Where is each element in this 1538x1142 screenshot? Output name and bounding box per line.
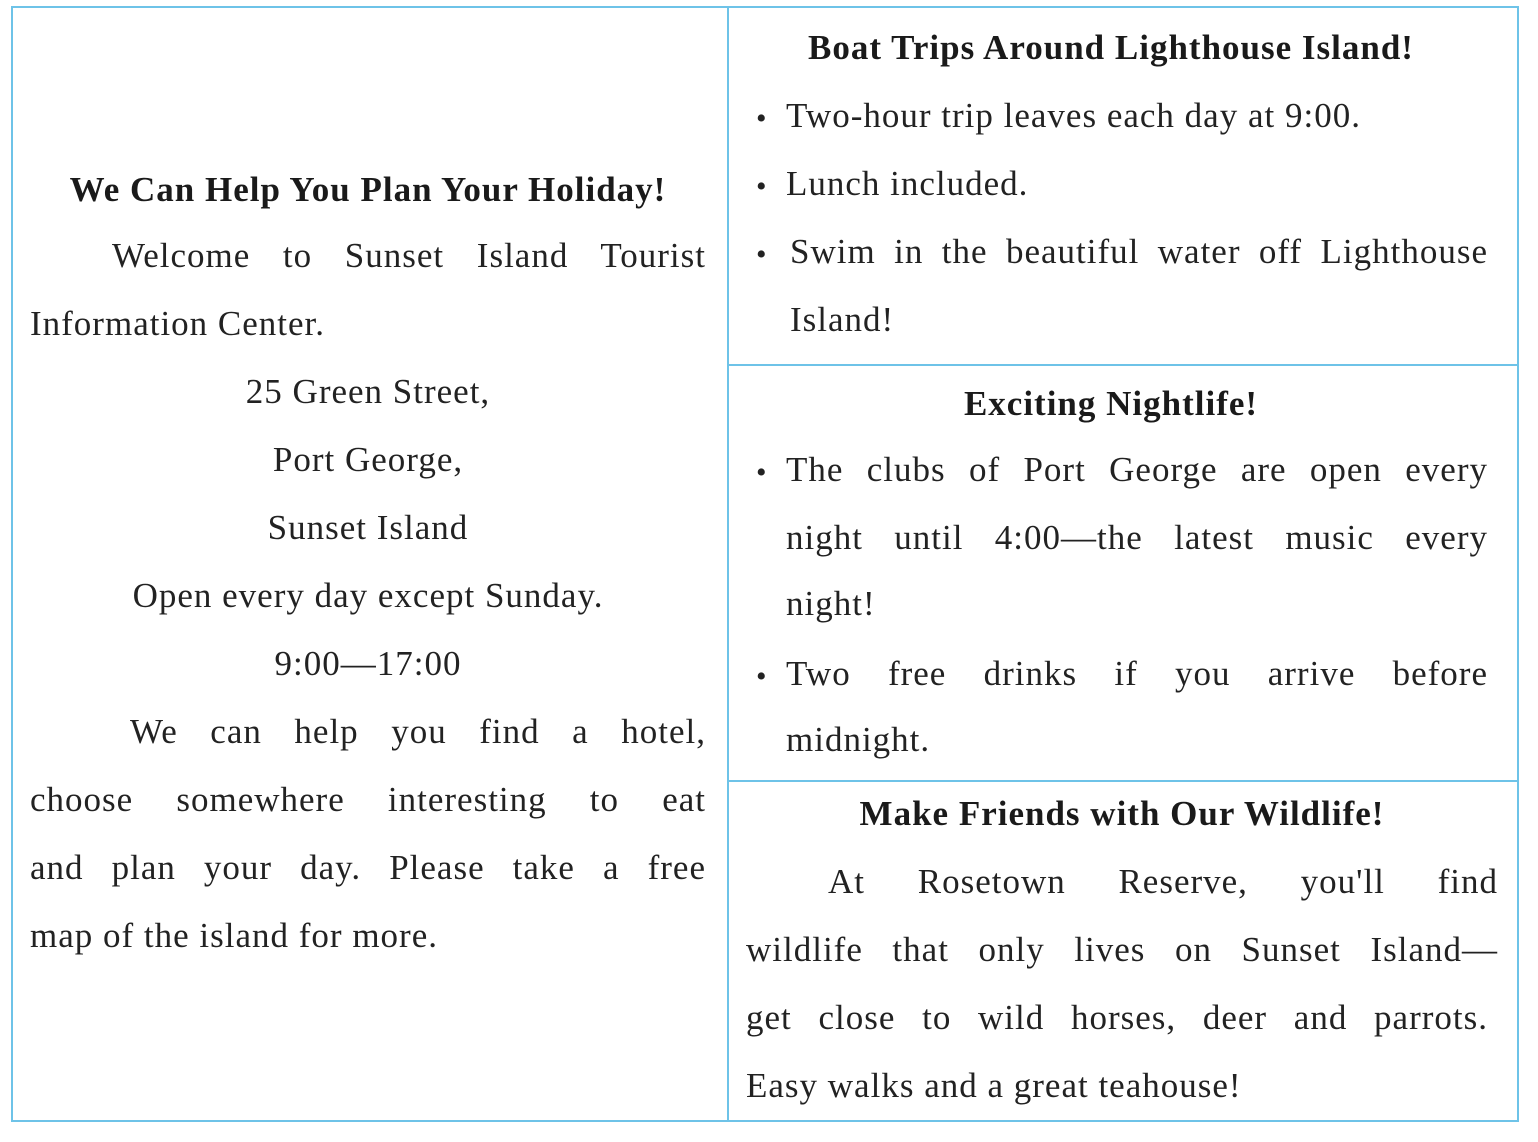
bullet-dot: •: [756, 170, 767, 203]
wildlife-line-4: Easy walks and a great teahouse!: [746, 1066, 1242, 1105]
nightlife-title: Exciting Nightlife!: [963, 384, 1259, 423]
boat-bullet-2-text: Lunch included.: [786, 164, 1029, 203]
welcome-line-1: Welcome to Sunset Island Tourist: [112, 236, 706, 275]
nightlife-bullet-2-line-2: midnight.: [786, 720, 931, 759]
nightlife-section: [734, 362, 1488, 774]
help-line-2: choose somewhere interesting to eat: [30, 780, 706, 819]
wildlife-line-3: get close to wild horses, deer and parrots.: [746, 998, 1488, 1037]
boat-bullet-3-line-2: Island!: [790, 300, 895, 339]
tourist-info-panel: [30, 0, 706, 1142]
bullet-dot: •: [756, 660, 767, 693]
bullet-dot: •: [756, 238, 767, 271]
nightlife-bullet-1-line-3: night!: [786, 584, 876, 623]
column-divider: [727, 8, 729, 1120]
welcome-line-2: Information Center.: [30, 304, 326, 343]
bullet-dot: •: [756, 102, 767, 135]
nightlife-bullet-2-line-1: Two free drinks if you arrive before: [786, 654, 1488, 693]
address-line-1: 25 Green Street,: [245, 372, 491, 411]
boat-trips-title: Boat Trips Around Lighthouse Island!: [808, 28, 1414, 67]
wildlife-section: [746, 778, 1498, 1122]
help-line-3: and plan your day. Please take a free: [30, 848, 706, 887]
open-hours: 9:00—17:00: [274, 644, 462, 683]
boat-bullet-1-text: Two-hour trip leaves each day at 9:00.: [786, 96, 1361, 135]
open-days: Open every day except Sunday.: [132, 576, 604, 615]
wildlife-line-1: At Rosetown Reserve, you'll find: [828, 862, 1498, 901]
boat-bullet-3-line-1: Swim in the beautiful water off Lighthouse: [790, 232, 1488, 271]
help-line-4: map of the island for more.: [30, 916, 439, 955]
nightlife-bullet-1-line-2: night until 4:00—the latest music every: [786, 518, 1488, 557]
address-line-3: Sunset Island: [267, 508, 469, 547]
wildlife-title: Make Friends with Our Wildlife!: [859, 794, 1385, 833]
wildlife-line-2: wildlife that only lives on Sunset Island—: [746, 930, 1498, 969]
boat-trips-section: [734, 0, 1488, 360]
nightlife-bullet-1-line-1: The clubs of Port George are open every: [786, 450, 1488, 489]
bullet-dot: •: [756, 456, 767, 489]
tourist-info-title: We Can Help You Plan Your Holiday!: [69, 170, 667, 209]
help-line-1: We can help you find a hotel,: [130, 712, 706, 751]
address-line-2: Port George,: [272, 440, 464, 479]
